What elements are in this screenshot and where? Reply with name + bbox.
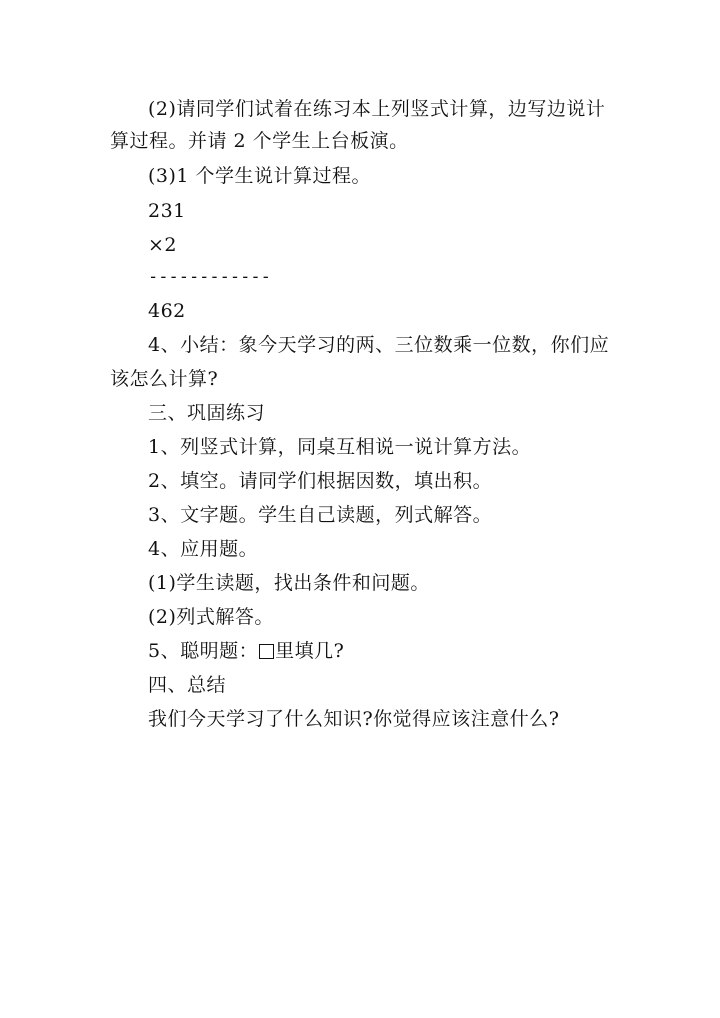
calc-multiplier: ×2 <box>148 234 178 256</box>
text-line: 我们今天学习了什么知识?你觉得应该注意什么? <box>148 708 560 730</box>
text-line: (1)学生读题，找出条件和问题。 <box>148 572 430 594</box>
text-line: 2、填空。请同学们根据因数，填出积。 <box>148 470 493 492</box>
text-line: 4、应用题。 <box>148 538 259 560</box>
text-line: 该怎么计算? <box>110 368 219 390</box>
calc-multiplicand: 231 <box>148 200 186 222</box>
calc-product: 462 <box>148 300 186 322</box>
section-heading: 三、巩固练习 <box>148 402 266 424</box>
text-line: (2)列式解答。 <box>148 606 274 628</box>
text-line: (2)请同学们试着在练习本上列竖式计算，边写边说计 <box>148 98 606 120</box>
calc-divider: ------------ <box>148 267 271 287</box>
text-line: 1、列竖式计算，同桌互相说一说计算方法。 <box>148 436 532 458</box>
text-line: 4、小结：象今天学习的两、三位数乘一位数，你们应 <box>148 334 610 356</box>
text-line <box>148 638 344 664</box>
text-segment: 5、聪明题： <box>148 640 259 662</box>
text-line: (3)1 个学生说计算过程。 <box>148 165 372 187</box>
text-line: 3、文字题。学生自己读题，列式解答。 <box>148 504 493 526</box>
empty-box-icon <box>259 644 274 659</box>
section-heading: 四、总结 <box>148 674 227 696</box>
text-line: 算过程。并请 2 个学生上台板演。 <box>110 130 409 152</box>
text-segment: 里填几? <box>275 640 345 662</box>
